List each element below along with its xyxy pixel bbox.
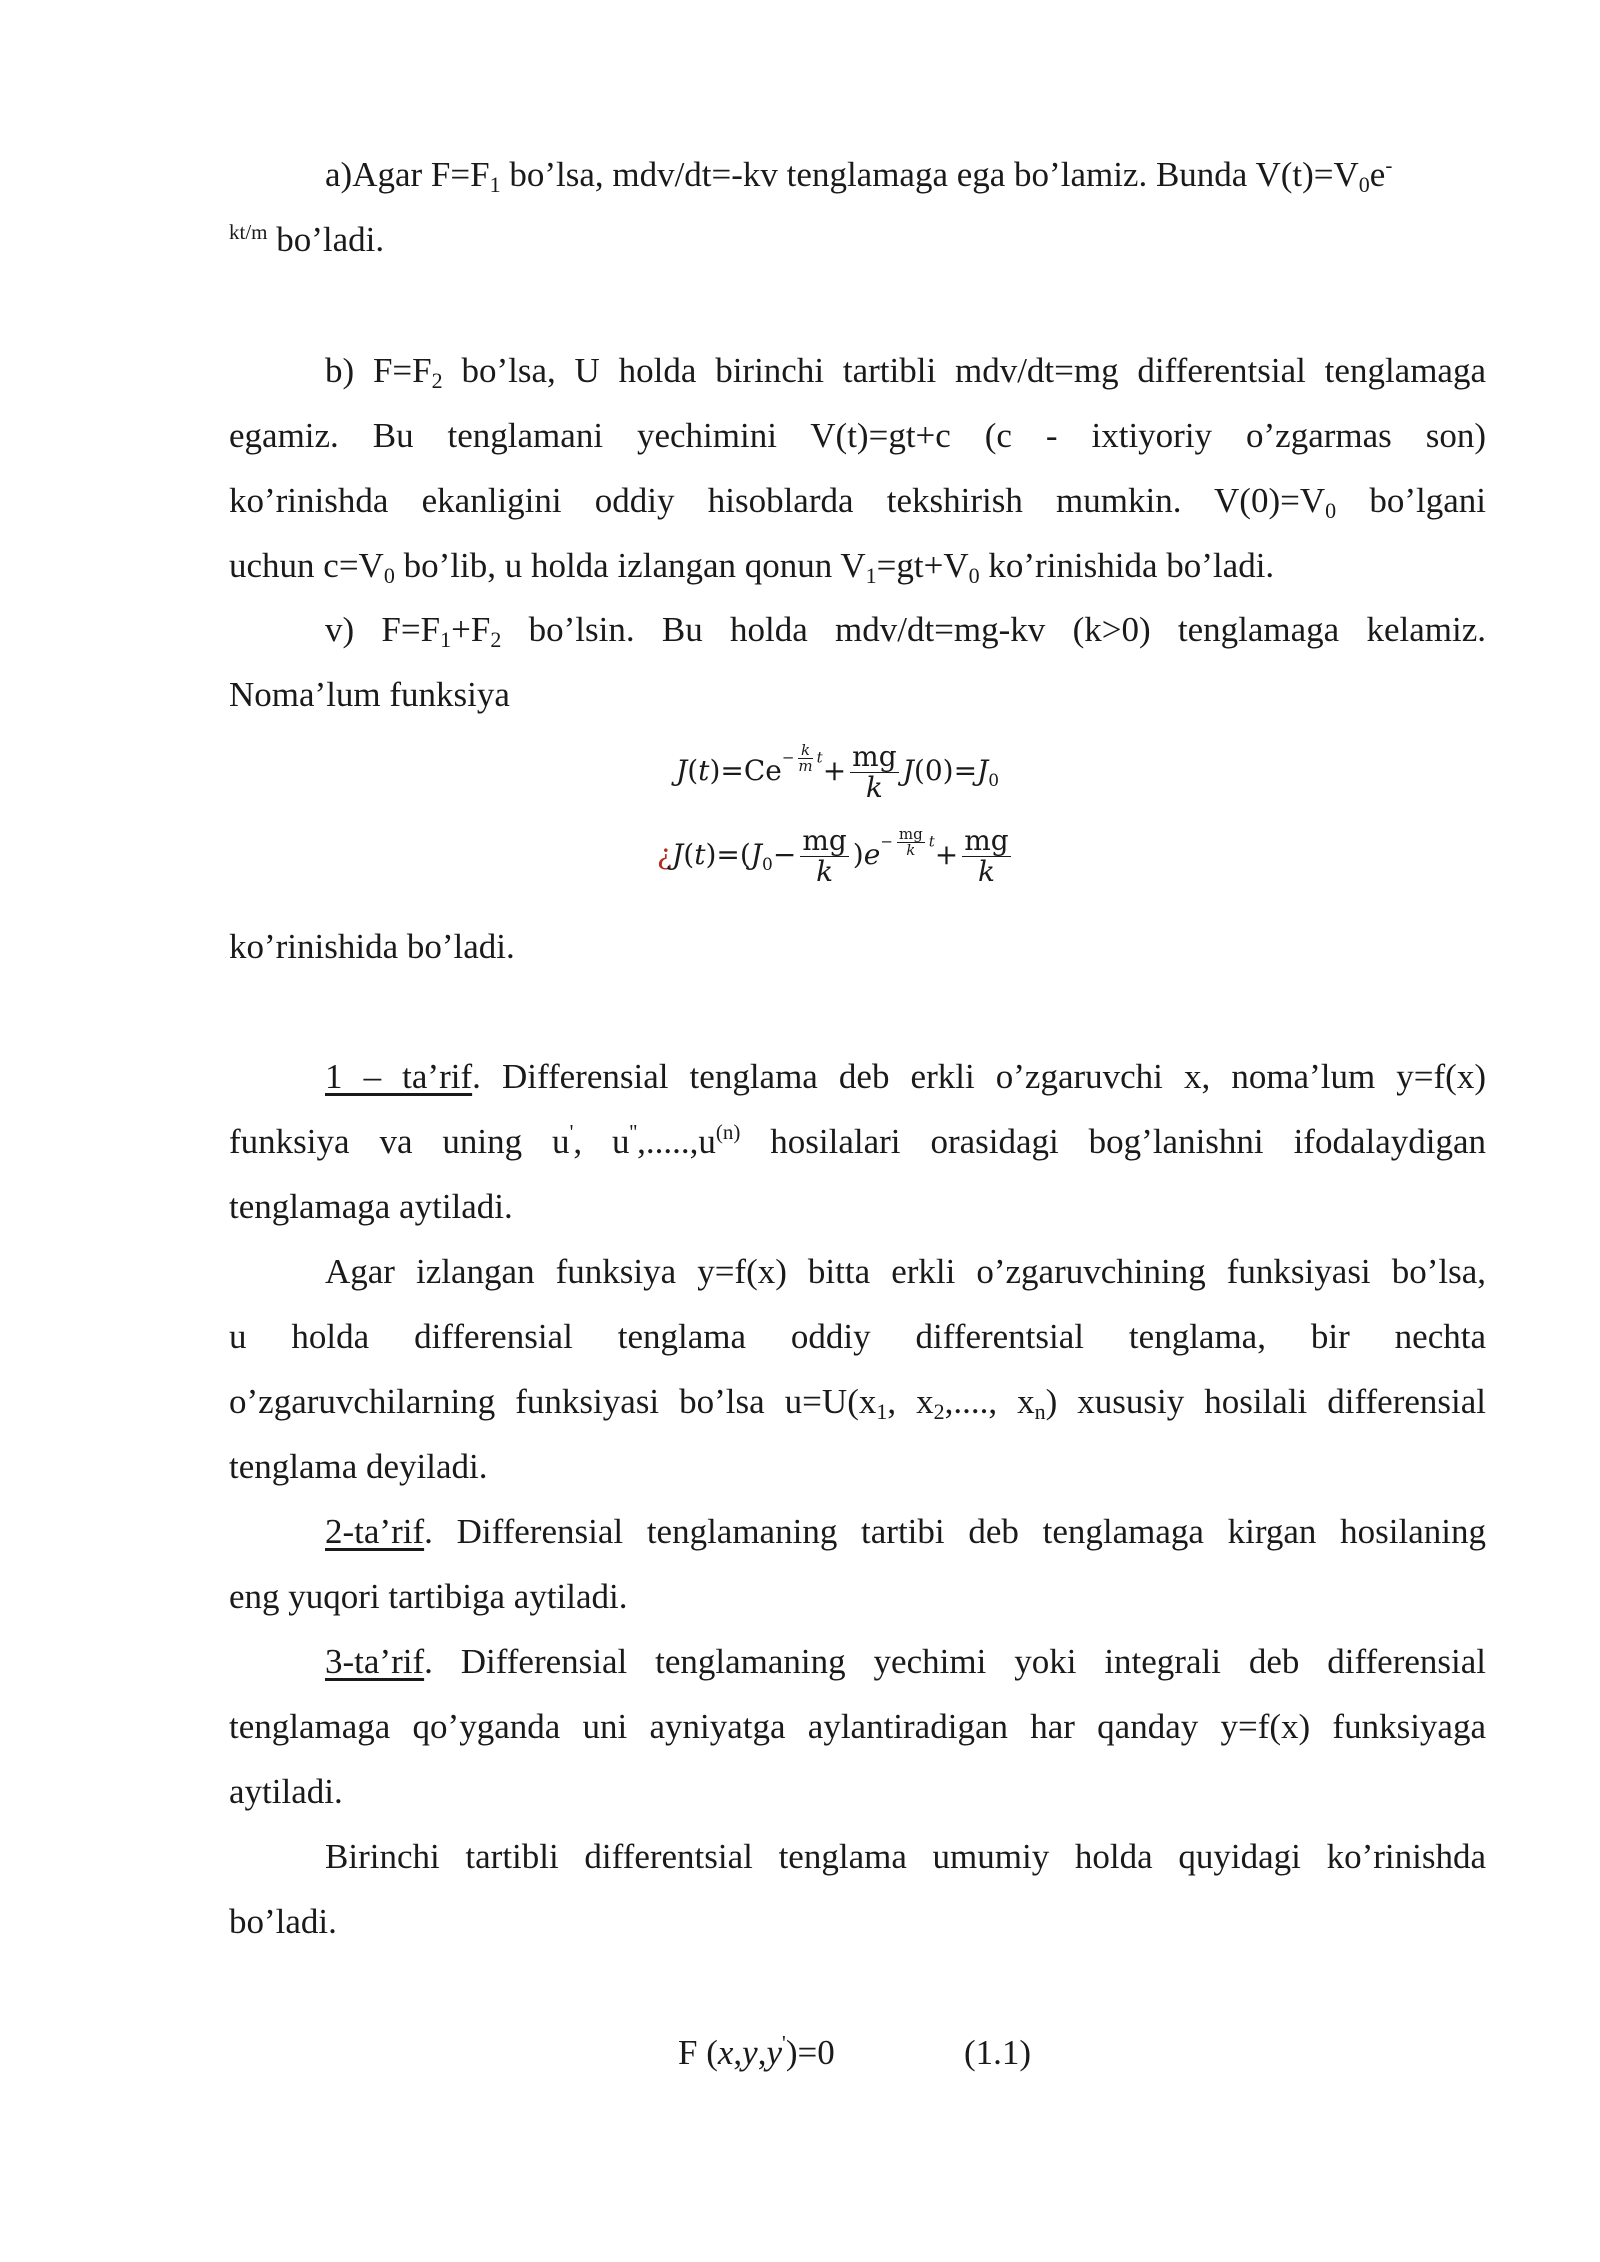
def1-line-3: tenglamaga aytiladi. [229, 1187, 513, 1226]
after-equation-text: ko’rinishida bo’ladi. [229, 927, 515, 966]
para-birinchi-line-1: Birinchi tartibli differentsial tenglama umumiy holda quyidagi ko’rinishda [325, 1837, 1486, 1876]
def1-line-1: 1 – ta’rif. Differensial tenglama deb erkli o’zgaruvchi x, noma’lum y=f(x) [325, 1057, 1486, 1096]
def3-line-1: 3-ta’rif. Differensial tenglamaning yechimi yoki integrali deb differensial [325, 1642, 1486, 1681]
para-a-line-1: a)Agar $F=F_1$ bo’lsa, mdv/dt=-kv tenglamaga ega bo’lamiz. Bunda $V(t)=V_0e^-$ [325, 153, 1393, 197]
para-v-line-2: Noma’lum funksiya [229, 675, 510, 714]
def1-title: 1 – ta’rif [325, 1057, 473, 1096]
equation-2-fraction-1: $\frac{mg}{k}$ [802, 824, 847, 888]
equation-1-fraction: $\frac{mg}{k}$ [852, 740, 897, 804]
equation-1: J(t)=Ce− $\frac{k}{m}$ t+ $\frac{mg}{k}$ $J(0)=J_0$ [676, 740, 1000, 804]
para-b-line-4: uchun $c=V_0$ bo’lib, u holda izlangan qonun $V_1=gt+V_0$ ko’rinishida bo’ladi. [229, 546, 1275, 588]
equation-1-exponent: − $\frac{k}{m}$ t [781, 740, 823, 775]
def3-title: 3-ta’rif [325, 1642, 425, 1681]
para-b-line-2: egamiz. Bu tenglamani yechimini V(t)=gt+c (c - ixtiyoriy o’zgarmas son) [229, 416, 1486, 455]
para-agar-line-3: o’zgaruvchilarning funksiyasi bo’lsa $u=U(x_1$, $x_2$,...., $x_n$) xususiy hosilali differensial [229, 1382, 1487, 1424]
para-b-line-3: ko’rinishda ekanligini oddiy hisoblarda tekshirish mumkin. $V(0)=V_0$ bo’lgani [229, 481, 1486, 523]
def2-line-1: 2-ta’rif. Differensial tenglamaning tartibi deb tenglamaga kirgan hosilaning [325, 1512, 1486, 1551]
def2-title: 2-ta’rif [325, 1512, 425, 1551]
equation-number: (1.1) [964, 2033, 1032, 2072]
def3-line-2: tenglamaga qo’yganda uni ayniyatga aylantiradigan har qanday y=f(x) funksiyaga [229, 1707, 1486, 1746]
def3-line-3: aytiladi. [229, 1772, 343, 1811]
para-agar-line-2: u holda differensial tenglama oddiy differentsial tenglama, bir nechta [229, 1317, 1486, 1356]
para-birinchi-line-2: bo’ladi. [229, 1902, 337, 1941]
para-b-line-1: b) $F=F_2$ bo’lsa, U holda birinchi tartibli mdv/dt=mg differentsial tenglamaga [325, 351, 1486, 393]
para-agar-line-4: tenglama deyiladi. [229, 1447, 488, 1486]
equation-1-1: F (x,y,y')=0 [678, 2031, 835, 2072]
equation-2-exponent: − $\frac{mg}{k}$ t [880, 824, 935, 859]
para-a-line-2: $^{kt/m}$ bo’ladi. [229, 220, 385, 259]
def2-line-2: eng yuqori tartibiga aytiladi. [229, 1577, 628, 1616]
equation-2: ¿$J(t)=(J_0-$ $\frac{mg}{k}$ )e− $\frac{mg}{k}$ t+ $\frac{mg}{k}$ [657, 824, 1009, 888]
para-agar-line-1: Agar izlangan funksiya y=f(x) bitta erkli o’zgaruvchining funksiyasi bo’lsa, [325, 1252, 1486, 1291]
def1-line-2: funksiya va uning u', $u'',.....,u^{(n)}$ hosilalari orasidagi bog’lanishni ifodalaydigan [229, 1120, 1486, 1161]
equation-2-fraction-2: $\frac{mg}{k}$ [964, 824, 1009, 888]
para-v-line-1: v) $F=F_1+F_2$ bo’lsin. Bu holda mdv/dt=mg-kv (k>0) tenglamaga kelamiz. [325, 610, 1486, 652]
